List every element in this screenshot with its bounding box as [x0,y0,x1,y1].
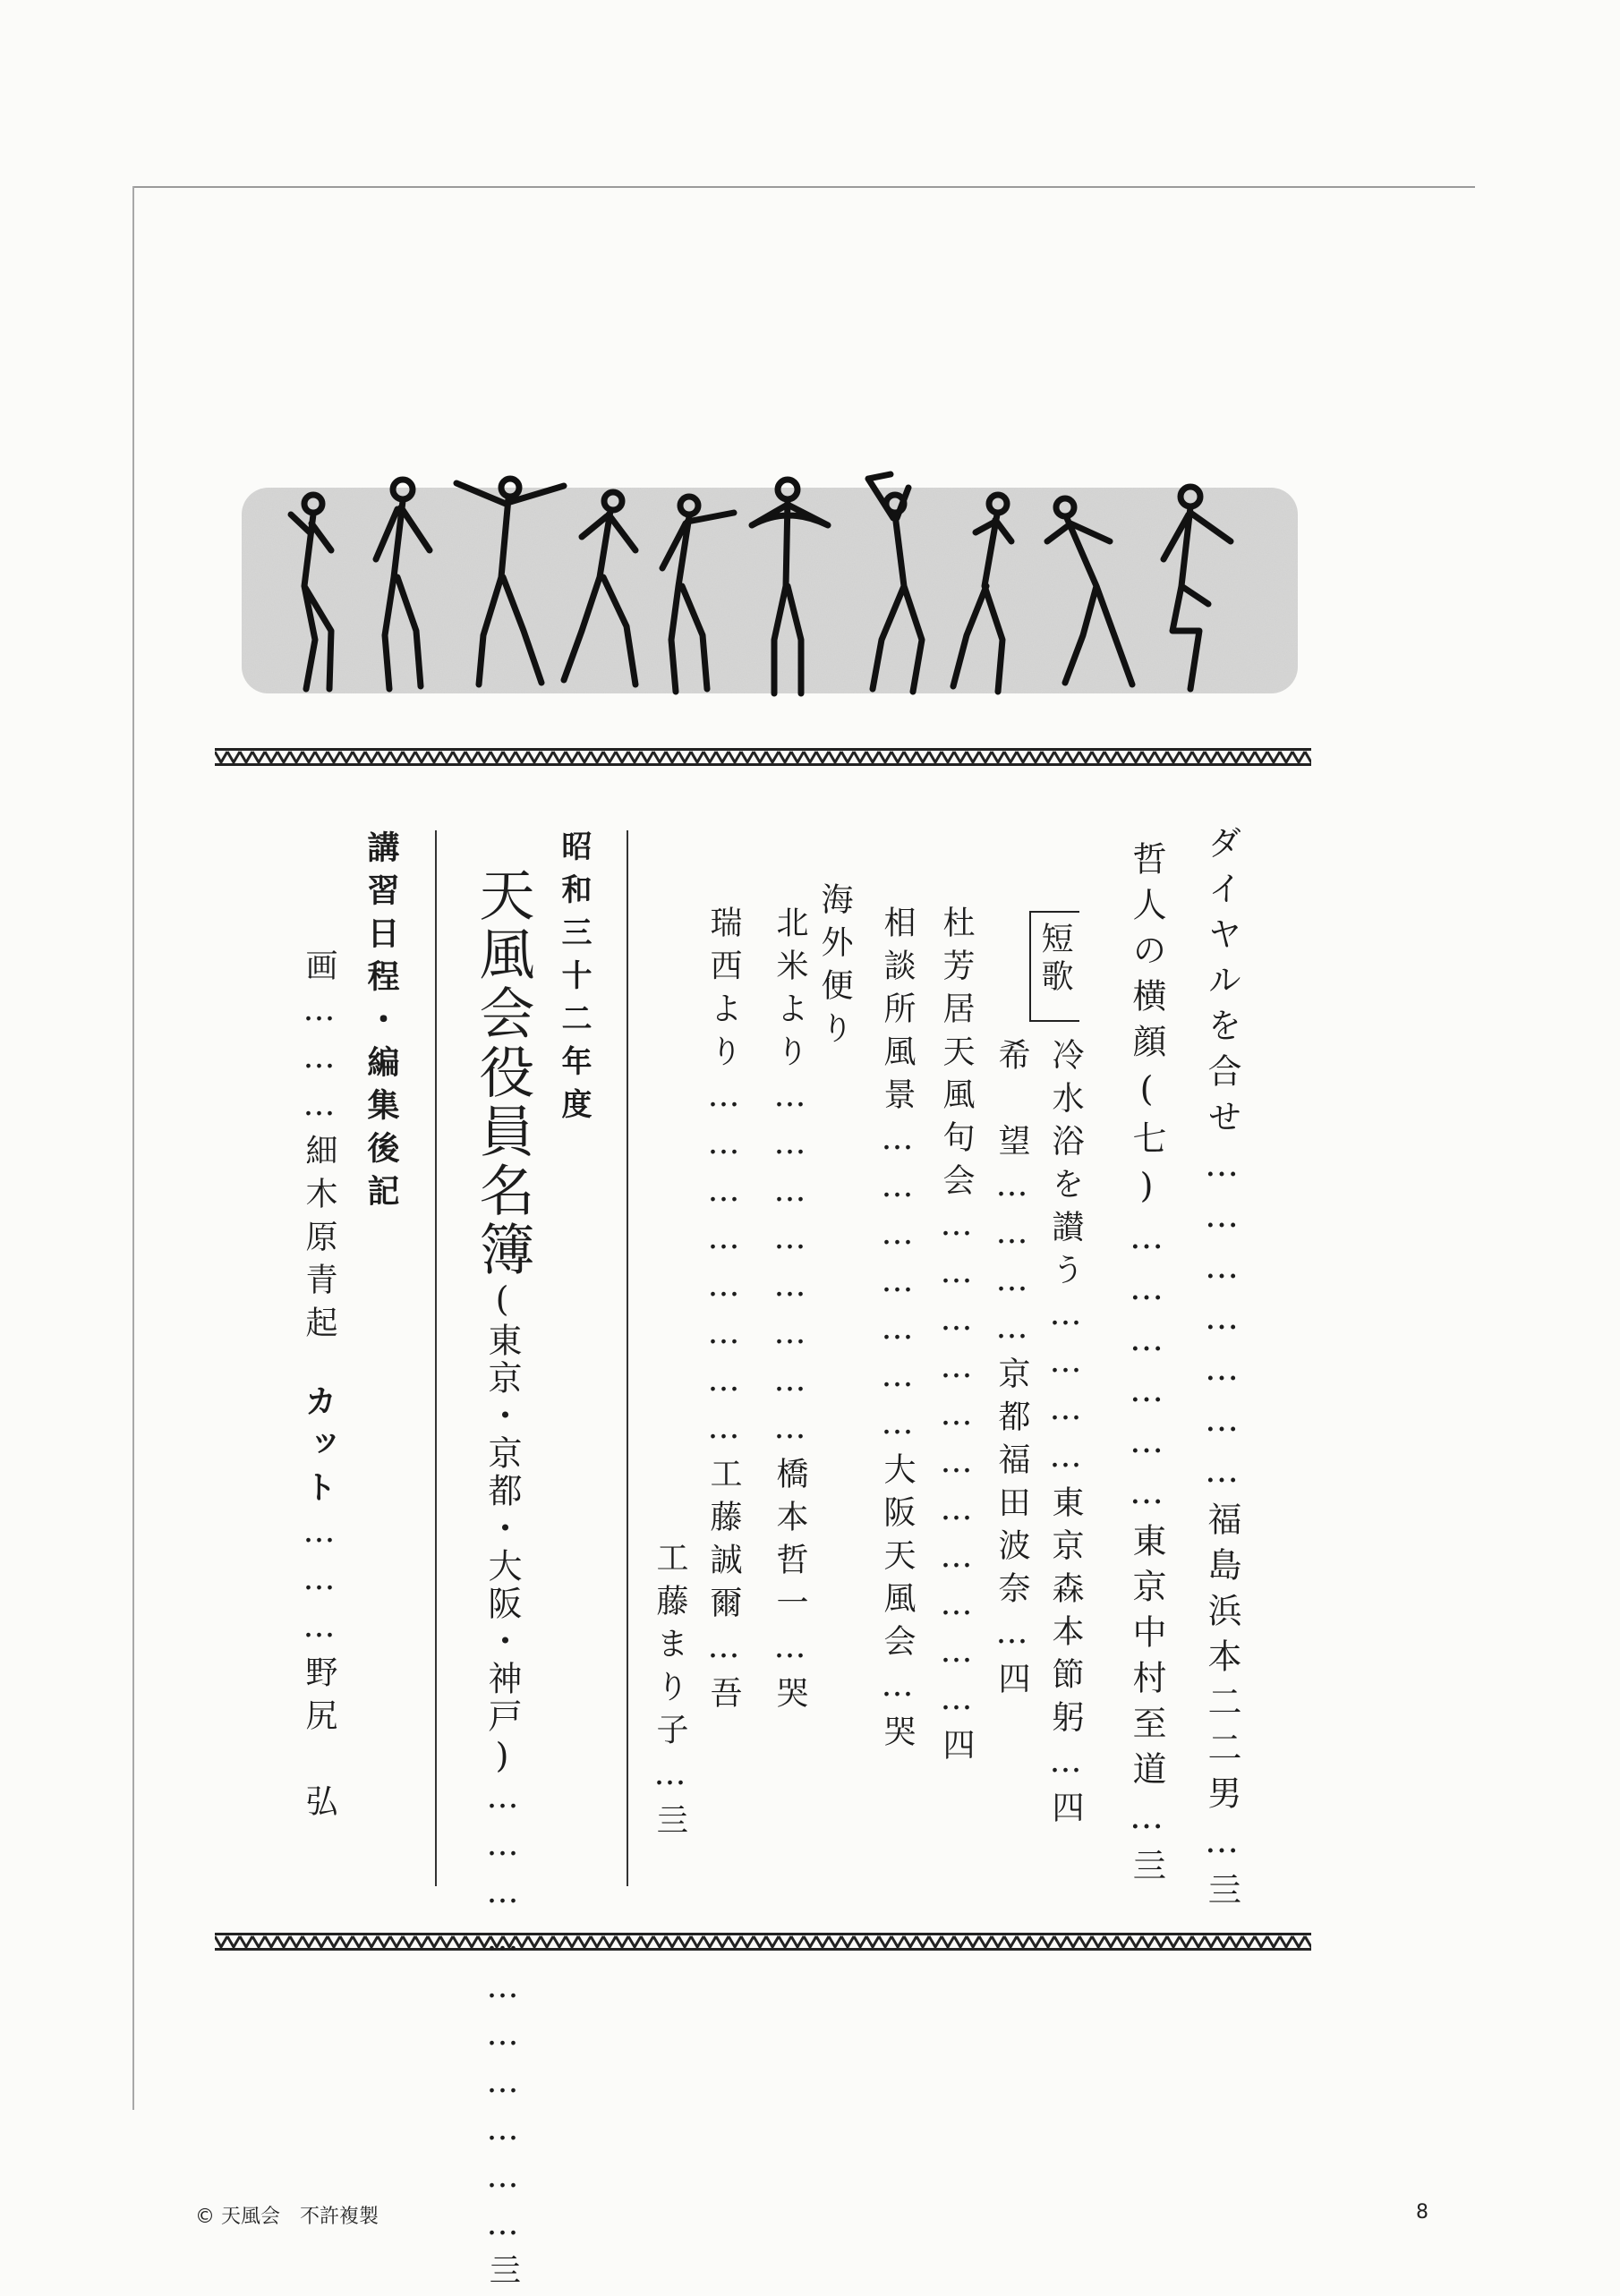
page-number: 8 [1416,2201,1428,2224]
entry-page: …亖 [484,2206,521,2296]
decorative-border-bottom [215,1933,1311,1951]
cut-artist-name: 野尻 弘 [301,1655,337,1827]
entry-author: 工藤まり子 [652,1541,688,1756]
frame-top-line [132,186,1475,188]
toc-entry-haiku-meeting [938,906,975,1771]
toc-entry-switzerland [705,906,742,1719]
entry-author: 橋本哲一 [772,1457,808,1628]
entry-page: …哭 [879,1667,916,1757]
entry-page: …亖 [1127,1797,1166,1893]
leader-dots: ………………………… [938,1206,975,1680]
leader-dots: …………………… [705,1077,742,1457]
toc-entry-roster [470,866,535,2296]
entry-author: 京都福田波奈 [993,1356,1030,1614]
toc-entry-dial [1202,825,1241,1918]
toc-entry-cold-bath [1047,1038,1084,1833]
toc-entry-consultation [879,906,916,1757]
entry-title: 哲人の横顔(七) [1127,841,1166,1217]
dancing-figures-illustration [242,452,1298,711]
toc-entry-kudo-mariko [653,1541,686,1846]
leader-dots: ………………… [879,1120,916,1452]
toc-entry-hope [993,1038,1030,1705]
leader-dots: ……………………… [484,1779,521,2206]
entry-title: 北米より [772,906,808,1077]
entry-title: 冷水浴を讃う [1047,1038,1084,1296]
leader-dots: ……… [301,1513,337,1655]
roster-title: 天風会役員名簿 [470,866,535,1280]
illustrator-label: 画 [301,948,337,991]
cut-label: カット [300,1384,337,1513]
leader-dots: ………… [1047,1296,1084,1485]
entry-title: ダイヤルを合せ [1202,825,1241,1144]
entry-author: 東京中村至道 [1127,1523,1166,1797]
entry-title: 希 望 [993,1038,1030,1167]
copyright-notice: © 天風会 不許複製 [195,2206,379,2228]
leader-dots: ……………… [1127,1217,1166,1523]
column-divider [627,830,628,1886]
entry-page: …吾 [705,1628,742,1719]
entry-title: 杜芳居天風句会 [938,906,975,1206]
credits [300,948,337,1827]
leader-dots: ……… [301,991,337,1134]
roster-year: 昭和三十二年度 [556,830,592,1131]
illustrator-name: 細木原青起 [301,1134,337,1348]
entry-page: …亖 [1202,1821,1241,1918]
entry-author: 東京森本節躬 [1047,1485,1084,1743]
entry-page: …哭 [772,1628,808,1719]
entry-title: 瑞西より [705,906,742,1077]
tanka-label: 短歌 [1036,922,1073,997]
decorative-border-top [215,748,1311,766]
entry-page: …四 [1047,1743,1084,1833]
leader-dots: …………………… [772,1077,808,1457]
entry-page: …四 [938,1680,975,1771]
toc-entry-philosopher [1127,841,1166,1893]
overseas-label: 海外便り [816,882,853,1054]
toc-entry-north-america [773,906,806,1719]
column-divider [435,830,437,1886]
leader-dots: ………… [993,1167,1030,1356]
entry-author: 工藤誠爾 [705,1457,742,1628]
entry-title: 相談所風景 [879,906,916,1120]
roster-regions: (東京・京都・大阪・神戸) [482,1280,522,1779]
entry-author: 福島浜本二二男 [1202,1501,1241,1821]
entry-page: …四 [993,1614,1030,1705]
entry-author: 大阪天風会 [879,1452,916,1667]
leader-dots: ………………… [1202,1144,1241,1501]
entry-page: …亖 [652,1756,688,1846]
frame-left-line [132,186,134,2110]
schedule-afterword: 講習日程・編集後記 [362,830,400,1217]
